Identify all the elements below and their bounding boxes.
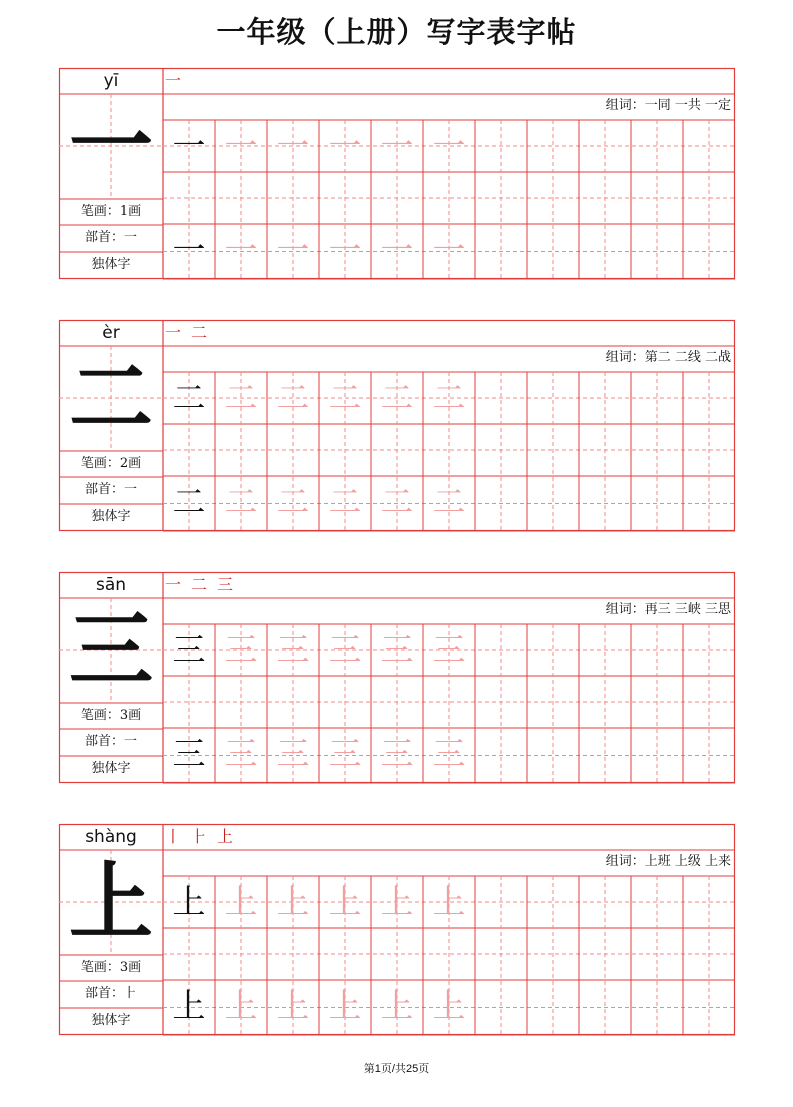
trace-character-cell: 上 bbox=[432, 882, 466, 921]
stroke-step: 一 bbox=[165, 575, 182, 594]
trace-character-cell: 上 bbox=[224, 986, 258, 1025]
structure: 独体字 bbox=[91, 509, 131, 524]
trace-character-cell: 三 bbox=[432, 734, 466, 773]
model-character-cell: 三 bbox=[172, 630, 206, 669]
trace-character-cell: 上 bbox=[276, 882, 310, 921]
character-block bbox=[59, 824, 735, 1035]
radical: 部首：⺊ bbox=[84, 986, 137, 1001]
trace-character-cell: 一 bbox=[328, 126, 362, 165]
trace-character-cell: 二 bbox=[328, 378, 362, 417]
trace-character-cell: 三 bbox=[328, 734, 362, 773]
trace-character-cell: 上 bbox=[224, 882, 258, 921]
stroke-count: 笔画：1画 bbox=[80, 204, 142, 219]
trace-character-cell: 一 bbox=[432, 230, 466, 269]
trace-character-cell: 二 bbox=[380, 378, 414, 417]
stroke-step: 一 bbox=[165, 71, 182, 90]
trace-character-cell: 上 bbox=[328, 986, 362, 1025]
stroke-order bbox=[165, 69, 191, 93]
trace-character-cell: 三 bbox=[224, 630, 258, 669]
pinyin: shàng bbox=[85, 827, 137, 847]
trace-character-cell: 一 bbox=[380, 230, 414, 269]
trace-character-cell: 二 bbox=[276, 482, 310, 521]
character-block bbox=[59, 320, 735, 531]
model-character: 上 bbox=[68, 853, 153, 951]
trace-character-cell: 三 bbox=[276, 630, 310, 669]
page-title: 一年级（上册）写字表字帖 bbox=[216, 15, 577, 49]
structure: 独体字 bbox=[91, 761, 131, 776]
character-block bbox=[59, 572, 735, 783]
pinyin: èr bbox=[102, 323, 120, 343]
model-character: 三 bbox=[68, 601, 153, 699]
trace-character-cell: 上 bbox=[432, 986, 466, 1025]
trace-character-cell: 上 bbox=[380, 882, 414, 921]
word-examples: 组词：上班 上级 上来 bbox=[605, 854, 731, 869]
trace-character-cell: 二 bbox=[432, 482, 466, 521]
trace-character-cell: 二 bbox=[224, 482, 258, 521]
trace-character-cell: 一 bbox=[276, 230, 310, 269]
radical: 部首：一 bbox=[84, 482, 137, 497]
stroke-count: 笔画：3画 bbox=[80, 708, 142, 723]
word-examples: 组词：再三 三峡 三思 bbox=[605, 602, 731, 617]
trace-character-cell: 一 bbox=[380, 126, 414, 165]
stroke-step: 丨 bbox=[165, 827, 182, 846]
radical: 部首：一 bbox=[84, 734, 137, 749]
trace-character-cell: 二 bbox=[328, 482, 362, 521]
stroke-order bbox=[165, 825, 243, 849]
stroke-order bbox=[165, 321, 217, 345]
trace-character-cell: 上 bbox=[328, 882, 362, 921]
model-character: 一 bbox=[68, 97, 153, 195]
structure: 独体字 bbox=[91, 257, 131, 272]
stroke-count: 笔画：3画 bbox=[80, 960, 142, 975]
stroke-step: 上 bbox=[217, 827, 234, 846]
radical: 部首：一 bbox=[84, 230, 137, 245]
trace-character-cell: 上 bbox=[276, 986, 310, 1025]
trace-character-cell: 一 bbox=[224, 126, 258, 165]
trace-character-cell: 三 bbox=[276, 734, 310, 773]
word-examples: 组词：第二 二线 二战 bbox=[605, 350, 731, 365]
stroke-count: 笔画：2画 bbox=[80, 456, 142, 471]
trace-character-cell: 三 bbox=[328, 630, 362, 669]
trace-character-cell: 一 bbox=[276, 126, 310, 165]
stroke-step: 二 bbox=[191, 323, 208, 342]
model-character-cell: 二 bbox=[172, 482, 206, 521]
stroke-step: ⺊ bbox=[191, 827, 208, 846]
trace-character-cell: 二 bbox=[224, 378, 258, 417]
trace-character-cell: 一 bbox=[224, 230, 258, 269]
trace-character-cell: 一 bbox=[328, 230, 362, 269]
pinyin: sān bbox=[95, 575, 127, 595]
model-character-cell: 三 bbox=[172, 734, 206, 773]
trace-character-cell: 三 bbox=[224, 734, 258, 773]
model-character-cell: 一 bbox=[172, 126, 206, 165]
word-examples: 组词：一同 一共 一定 bbox=[605, 98, 731, 113]
model-character-cell: 二 bbox=[172, 378, 206, 417]
model-character-cell: 上 bbox=[172, 986, 206, 1025]
model-character-cell: 上 bbox=[172, 882, 206, 921]
character-block bbox=[59, 68, 735, 279]
trace-character-cell: 一 bbox=[432, 126, 466, 165]
structure: 独体字 bbox=[91, 1013, 131, 1028]
trace-character-cell: 二 bbox=[432, 378, 466, 417]
stroke-step: 一 bbox=[165, 323, 182, 342]
trace-character-cell: 二 bbox=[276, 378, 310, 417]
trace-character-cell: 三 bbox=[380, 734, 414, 773]
stroke-step: 三 bbox=[217, 575, 234, 594]
model-character-cell: 一 bbox=[172, 230, 206, 269]
stroke-order bbox=[165, 573, 243, 597]
trace-character-cell: 三 bbox=[380, 630, 414, 669]
trace-character-cell: 二 bbox=[380, 482, 414, 521]
trace-character-cell: 三 bbox=[432, 630, 466, 669]
stroke-step: 二 bbox=[191, 575, 208, 594]
trace-character-cell: 上 bbox=[380, 986, 414, 1025]
page-number: 第1页/共25页 bbox=[363, 1063, 430, 1075]
pinyin: yī bbox=[103, 71, 119, 91]
model-character: 二 bbox=[68, 349, 153, 447]
